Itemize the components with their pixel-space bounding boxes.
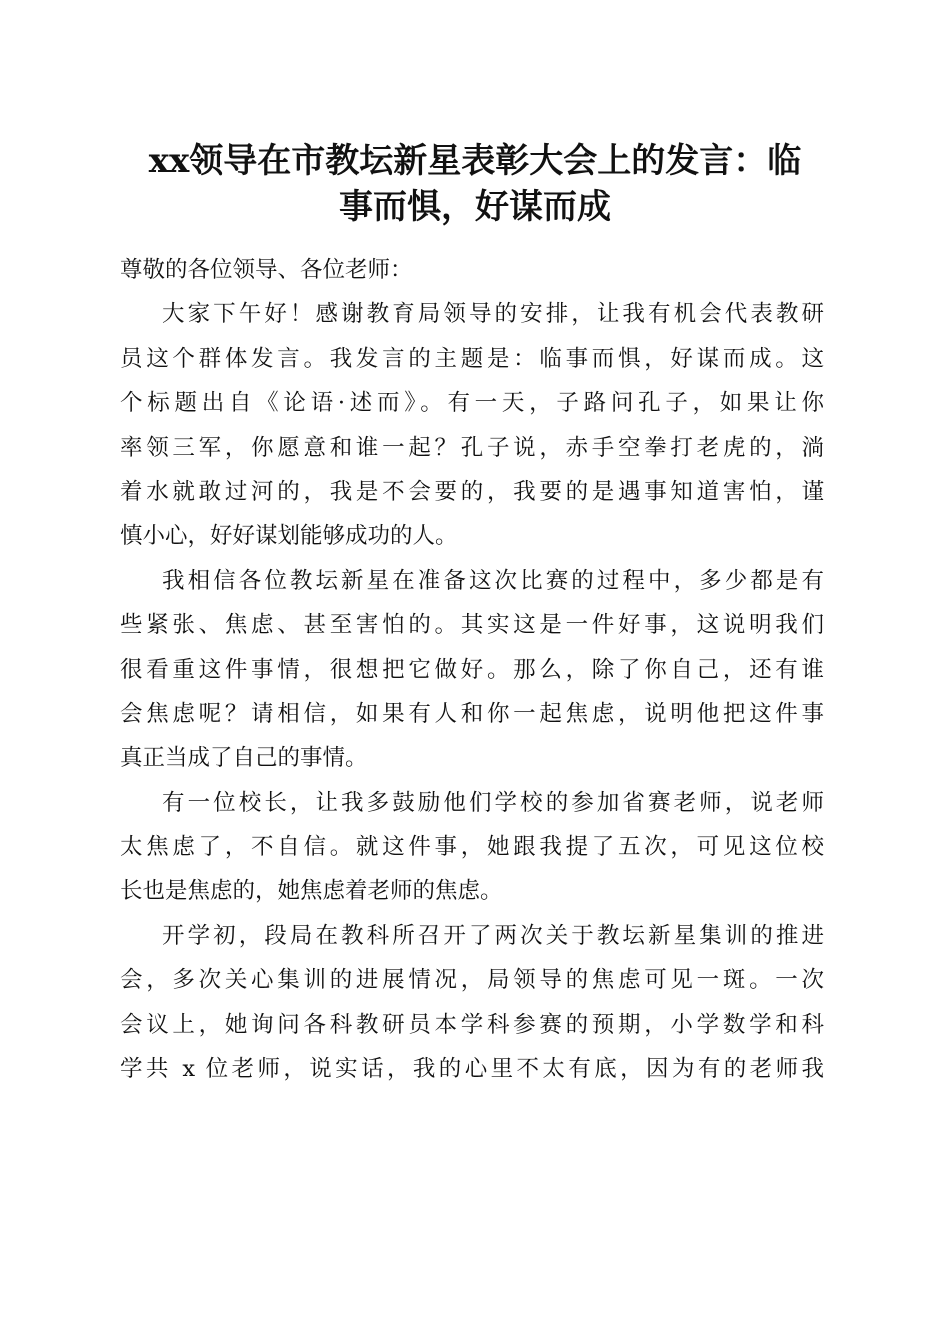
document-title xyxy=(110,138,840,230)
paragraph-1-line-4: 率领三军，你愿意和谁一起？孔子说，赤手空拳打老虎的，淌 xyxy=(120,434,824,461)
paragraph-3-line-3: 长也是焦虑的，她焦虑着老师的焦虑。 xyxy=(120,878,503,905)
document-body xyxy=(120,248,824,1091)
title-line-1: xx领导在市教坛新星表彰大会上的发言：临 xyxy=(148,141,802,181)
paragraph-4-line-3: 会议上，她询问各科教研员本学科参赛的预期，小学数学和科 xyxy=(120,1011,824,1038)
paragraph-1-line-3: 个标题出自《论语·述而》。有一天，子路问孔子，如果让你 xyxy=(120,390,824,417)
paragraph-2-line-4: 会焦虑呢？请相信，如果有人和你一起焦虑，说明他把这件事 xyxy=(120,700,824,727)
paragraph-1-line-5: 着水就敢过河的，我是不会要的，我要的是遇事知道害怕，谨 xyxy=(120,478,824,505)
paragraph-1-line-6: 慎小心，好好谋划能够成功的人。 xyxy=(120,523,458,550)
paragraph-4-line-4: 学共 x 位老师，说实话，我的心里不太有底，因为有的老师我 xyxy=(120,1056,824,1083)
paragraph-3-line-2: 太焦虑了，不自信。就这件事，她跟我提了五次，可见这位校 xyxy=(120,834,824,861)
paragraph-2-line-2: 些紧张、焦虑、甚至害怕的。其实这是一件好事，这说明我们 xyxy=(120,612,824,639)
title-line-2: 事而惧，好谋而成 xyxy=(339,187,611,227)
paragraph-2-line-3: 很看重这件事情，很想把它做好。那么，除了你自己，还有谁 xyxy=(120,656,824,683)
salutation-line: 尊敬的各位领导、各位老师： xyxy=(120,257,413,283)
paragraph-3-line-1: 有一位校长，让我多鼓励他们学校的参加省赛老师，说老师 xyxy=(162,789,824,816)
paragraph-2-line-5: 真正当成了自己的事情。 xyxy=(120,745,368,772)
paragraph-1-line-2: 员这个群体发言。我发言的主题是：临事而惧，好谋而成。这 xyxy=(120,345,824,372)
paragraph-4-line-2: 会，多次关心集训的进展情况，局领导的焦虑可见一斑。一次 xyxy=(120,967,824,994)
paragraph-2-line-1: 我相信各位教坛新星在准备这次比赛的过程中，多少都是有 xyxy=(162,567,824,594)
paragraph-1-line-1: 大家下午好！感谢教育局领导的安排，让我有机会代表教研 xyxy=(162,301,824,328)
paragraph-4-line-1: 开学初，段局在教科所召开了两次关于教坛新星集训的推进 xyxy=(162,922,824,949)
